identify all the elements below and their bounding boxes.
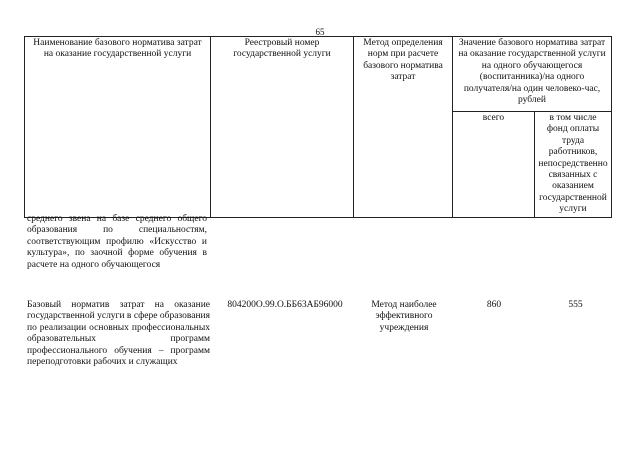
header-total: всего bbox=[453, 112, 535, 218]
header-registry-number: Реестровый номер государственной услуги bbox=[211, 37, 354, 218]
row-total-value: 860 bbox=[486, 300, 502, 310]
norms-table-header bbox=[24, 36, 612, 218]
row-method: Метод наиболее эффективного учреждения bbox=[371, 300, 437, 333]
header-name-of-norm: Наименование базового норматива затрат на оказание государственной услуги bbox=[25, 37, 211, 218]
header-wage-fund: в том числе фонд оплаты труда работников, непосредственно связанных с оказанием государственной услуги bbox=[535, 112, 612, 218]
header-norm-value: Значение базового норматива затрат на оказание государственной услуги на одного обучающегося (воспитанника)/на одного получателя/на один человеко-час, рублей bbox=[453, 37, 612, 112]
table-row bbox=[24, 214, 611, 276]
table-row bbox=[24, 300, 611, 396]
page-number: 65 bbox=[315, 27, 325, 37]
row-wage-fund-value: 555 bbox=[568, 300, 583, 310]
row-norm-name: среднего звена на базе среднего общего образования по специальностям, соответствующим профилю «Искусство и культура», по заочной форме обучения в расчете на одного обучающегося bbox=[27, 214, 207, 270]
header-method: Метод определения норм при расчете базового норматива затрат bbox=[354, 37, 453, 218]
row-norm-name: Базовый норматив затрат на оказание государственной услуги в сфере образования по реализации основных профессиональных образовательных программ профессионального обучения – программ переподготовки рабочих и служащих bbox=[27, 300, 210, 368]
row-registry-number: 804200О.99.О.ББ63АБ96000 bbox=[227, 300, 343, 310]
